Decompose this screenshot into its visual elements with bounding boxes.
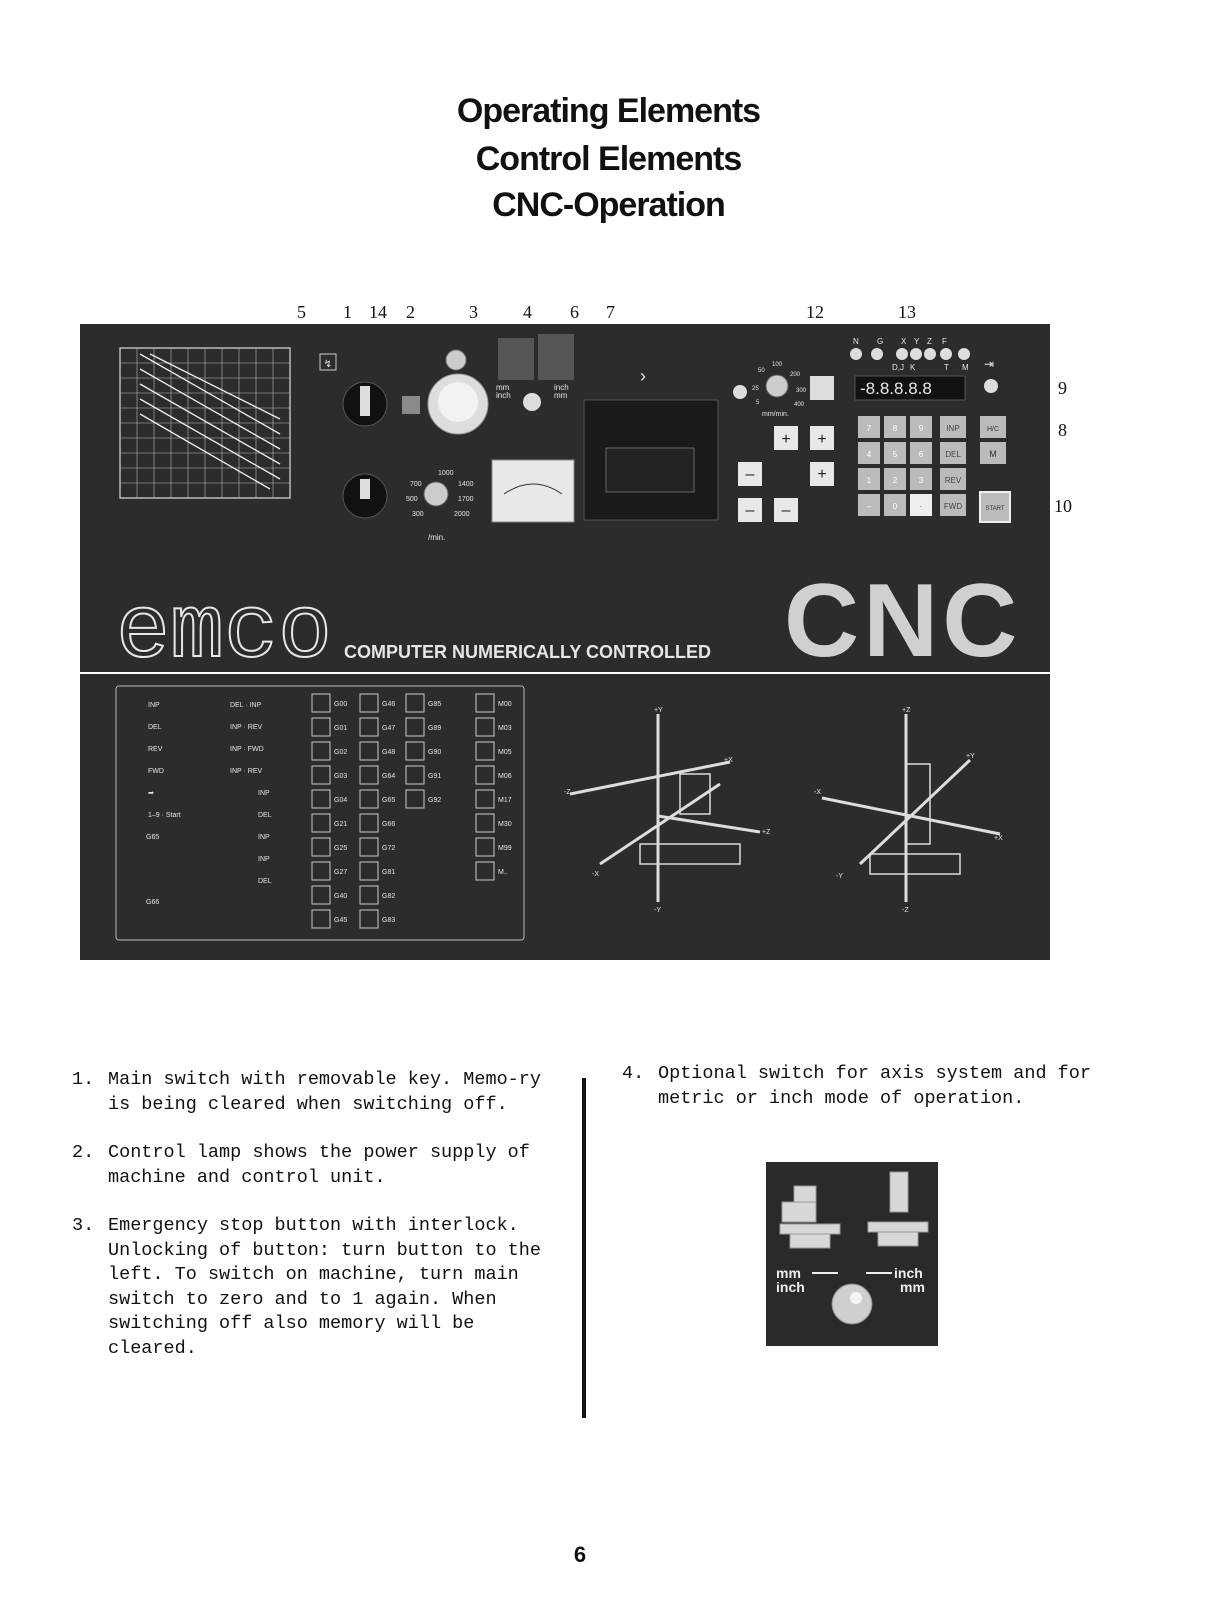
rpm-scale-2000: 2000 (454, 511, 470, 518)
ammeter (492, 460, 574, 522)
rpm-scale-1700: 1700 (458, 496, 474, 503)
rpm-scale-1400: 1400 (458, 481, 474, 488)
axis-right-minus-y: -Y (836, 873, 843, 880)
addr-sub-dj: D,J (892, 363, 904, 372)
svg-text:–: – (866, 502, 872, 511)
callout-7: 7 (606, 302, 615, 322)
svg-text:+: + (817, 466, 827, 483)
gcodes_col3-g91: G91 (428, 773, 442, 780)
keycode-2: DEL (148, 724, 162, 731)
mcodes-m06: M06 (498, 773, 512, 780)
inset-mm-label: mm (776, 1265, 801, 1281)
display-digits: -8.8.8.8.8 (860, 379, 932, 398)
svg-text:DEL: DEL (945, 450, 961, 459)
svg-text:–: – (781, 502, 791, 519)
addr-letter-g: G (877, 337, 884, 346)
callout-5: 5 (297, 302, 306, 322)
item-number: 2. (72, 1142, 95, 1163)
gcodes_col2-g65: G65 (382, 797, 396, 804)
axis-left-plus-y: +Y (654, 707, 663, 714)
axis-right-plus-x: +X (994, 835, 1003, 842)
keycode-5: ➡ (148, 790, 154, 797)
svg-text:1: 1 (866, 476, 872, 485)
svg-text:–: – (745, 502, 755, 519)
gcodes_col2-g66: G66 (382, 821, 396, 828)
feed-scale-100: 100 (772, 362, 783, 368)
panel-subtitle: COMPUTER NUMERICALLY CONTROLLED (344, 642, 712, 662)
gcodes_col3-g92: G92 (428, 797, 442, 804)
axis-mode-switch[interactable] (523, 393, 541, 411)
mcodes-m03: M03 (498, 725, 512, 732)
inset-inch-label: inch (776, 1279, 805, 1295)
svg-text:7: 7 (866, 424, 872, 433)
page-title-line-2: Control Elements (475, 140, 742, 178)
svg-text:–: – (745, 466, 755, 483)
inset-axis-switch-knob[interactable] (832, 1284, 872, 1324)
keycode2-2: INP · REV (230, 724, 263, 731)
control-lamp (402, 396, 420, 414)
callout-12: 12 (806, 302, 824, 322)
spindle-speed-knob[interactable] (424, 482, 448, 506)
axis-right-minus-z: -Z (902, 907, 909, 914)
mm-label: mm (496, 383, 510, 392)
control-panel-photo (80, 324, 1050, 672)
axis-right-plus-z: +Z (902, 707, 911, 714)
hc-key-label: H/C (986, 426, 1000, 433)
column-divider (582, 1078, 586, 1418)
list-item (622, 1062, 1112, 1111)
mcodes-m17: M17 (498, 797, 512, 804)
feed-scale-200: 200 (790, 372, 801, 378)
svg-text:INP: INP (946, 424, 960, 433)
svg-text:4: 4 (866, 450, 872, 459)
svg-text:2: 2 (892, 476, 898, 485)
description-left-column (72, 1068, 572, 1385)
inch-label-right: inch (554, 383, 569, 392)
gcodes_col1-g21: G21 (334, 821, 348, 828)
feed-unit-label: mm/min. (762, 411, 789, 418)
keycode2-4: INP · REV (230, 768, 263, 775)
page-number: 6 (573, 1542, 587, 1567)
gcodes_col2-g47: G47 (382, 725, 396, 732)
list-item (72, 1068, 572, 1117)
gcodes_col1-g27: G27 (334, 869, 348, 876)
axis-left-minus-z: -Z (564, 789, 571, 796)
inset-mm-label-right: mm (900, 1279, 925, 1295)
callout-4: 4 (523, 302, 532, 322)
svg-text:⇥: ⇥ (984, 357, 995, 371)
m-key-label: M (989, 449, 997, 459)
gcodes_col2-g82: G82 (382, 893, 396, 900)
g66-label: G66 (146, 899, 160, 906)
indicator-lamp-9 (984, 379, 998, 393)
addr-letter-y: Y (914, 337, 920, 346)
gcodes_col1-g25: G25 (334, 845, 348, 852)
page-title-line-1: Operating Elements (456, 92, 761, 130)
rpm-scale-500: 500 (406, 496, 418, 503)
feed-scale-5: 5 (756, 400, 760, 406)
keycode2-6: DEL (258, 812, 272, 819)
keycode-6: 1–9 · Start (148, 812, 181, 819)
svg-text:6: 6 (918, 450, 924, 459)
addr-sub-t: T (944, 363, 949, 372)
cnc-logo: CNC (784, 563, 1022, 672)
rpm-scale-700: 700 (410, 481, 422, 488)
addr-letter-n: N (853, 337, 859, 346)
callout-6: 6 (570, 302, 579, 322)
svg-text:+: + (781, 431, 791, 448)
svg-text:9: 9 (918, 424, 924, 433)
gcodes_col3-g85: G85 (428, 701, 442, 708)
mcodes-m05: M05 (498, 749, 512, 756)
axis-right-plus-y: +Y (966, 753, 975, 760)
feed-scale-300: 300 (796, 388, 807, 394)
rpm-scale-300: 300 (412, 511, 424, 518)
gcodes_col3-g90: G90 (428, 749, 442, 756)
inch-label: inch (496, 391, 511, 400)
callout-13: 13 (898, 302, 916, 322)
item-number: 3. (72, 1215, 95, 1236)
mcodes-m30: M30 (498, 821, 512, 828)
axis-left-plus-z: +Z (762, 829, 771, 836)
axis-left-minus-y: -Y (654, 907, 661, 914)
inset-inch-label-right: inch (894, 1265, 923, 1281)
callout-9: 9 (1058, 378, 1067, 398)
description-right-column (622, 1062, 1112, 1135)
gcodes_col2-g46: G46 (382, 701, 396, 708)
addr-letter-z: Z (927, 337, 932, 346)
item-text: Control lamp shows the power supply of machine and control unit. (108, 1142, 530, 1188)
axis-switch-inset-photo (766, 1162, 938, 1346)
item-number: 1. (72, 1069, 95, 1090)
axis-right-minus-x: -X (814, 789, 821, 796)
svg-text:5: 5 (892, 450, 898, 459)
gcodes_col1-g01: G01 (334, 725, 348, 732)
callout-3: 3 (469, 302, 478, 322)
keycode2-7: INP (258, 834, 270, 841)
g65-label: G65 (146, 834, 160, 841)
keycode2-9: DEL (258, 878, 272, 885)
mcodes-m99: M99 (498, 845, 512, 852)
keycode2-1: DEL · INP (230, 702, 262, 709)
gcodes_col2-g81: G81 (382, 869, 396, 876)
keycode2-5: INP (258, 790, 270, 797)
keycode-3: REV (148, 746, 163, 753)
item-text: Optional switch for axis system and for metric or inch mode of operation. (658, 1063, 1091, 1109)
feed-rate-knob[interactable] (766, 375, 788, 397)
list-item (72, 1214, 572, 1361)
codes-panel-photo (80, 674, 1050, 960)
svg-text:·: · (919, 502, 923, 511)
item-text: Emergency stop button with interlock. Unlocking of button: turn button to the left. To switch on machine, turn main switch to zero and to 1 again. When switching off also memory will be cleared. (108, 1215, 541, 1359)
gcodes_col1-g45: G45 (334, 917, 348, 924)
addr-letter-x: X (901, 337, 907, 346)
manual-mode-button[interactable] (810, 376, 834, 400)
gcodes_col3-g89: G89 (428, 725, 442, 732)
svg-text:↯: ↯ (323, 359, 333, 370)
keycode2-8: INP (258, 856, 270, 863)
item-text: Main switch with removable key. Memo-ry is being cleared when switching off. (108, 1069, 541, 1115)
axis-left-minus-x: -X (592, 871, 599, 878)
axis-left-plus-x: +X (724, 757, 733, 764)
addr-sub-m: M (962, 363, 969, 372)
keycode-1: INP (148, 702, 160, 709)
gcodes_col1-g03: G03 (334, 773, 348, 780)
start-label: START (985, 506, 1005, 512)
emco-logo: emco (116, 582, 333, 672)
mcodes-m00: M00 (498, 701, 512, 708)
feed-scale-400: 400 (794, 402, 805, 408)
svg-text:3: 3 (918, 476, 924, 485)
keycode2-3: INP · FWD (230, 746, 264, 753)
callout-8: 8 (1058, 420, 1067, 440)
callout-14: 14 (369, 302, 387, 322)
feed-scale-25: 25 (752, 386, 759, 392)
gcodes_col2-g83: G83 (382, 917, 396, 924)
mm-label-right: mm (554, 391, 568, 400)
addr-sub-k: K (910, 363, 916, 372)
svg-text:FWD: FWD (943, 502, 963, 511)
svg-text:0: 0 (892, 502, 898, 511)
svg-text:+: + (817, 431, 827, 448)
gcodes_col2-g72: G72 (382, 845, 396, 852)
callout-2: 2 (406, 302, 415, 322)
rpm-scale-1000: 1000 (438, 470, 454, 477)
feed-scale-50: 50 (758, 368, 765, 374)
gcodes_col1-g02: G02 (334, 749, 348, 756)
mcodes-mxx: M.. (498, 869, 508, 876)
svg-text:8: 8 (892, 424, 898, 433)
item-number: 4. (622, 1063, 645, 1084)
keycode-4: FWD (148, 768, 164, 775)
svg-text:REV: REV (944, 476, 962, 485)
addr-letter-f: F (942, 337, 947, 346)
gcodes_col2-g64: G64 (382, 773, 396, 780)
callout-10: 10 (1054, 496, 1072, 516)
page-title-line-3: CNC-Operation (492, 186, 725, 224)
list-item (72, 1141, 572, 1190)
gcodes_col1-g04: G04 (334, 797, 348, 804)
gcodes_col1-g00: G00 (334, 701, 348, 708)
gcodes_col1-g40: G40 (334, 893, 348, 900)
gcodes_col2-g48: G48 (382, 749, 396, 756)
rpm-unit-label: /min. (428, 533, 446, 542)
callout-1: 1 (343, 302, 352, 322)
svg-text:›: › (640, 366, 646, 386)
